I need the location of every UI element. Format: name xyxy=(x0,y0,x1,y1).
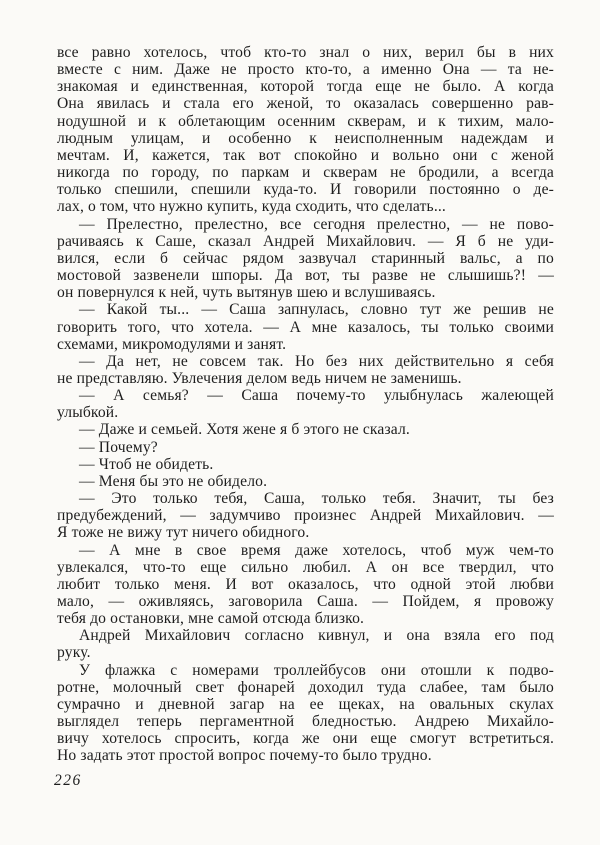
paragraph xyxy=(57,301,554,352)
text-line: мало, — оживляясь, заговорила Саша. — Пойдем, я провожу xyxy=(57,593,554,610)
paragraph xyxy=(57,490,554,541)
text-line: — Даже и семьей. Хотя жене я б этого не сказал. xyxy=(79,421,410,439)
text-line: он повернулся к ней, чуть вытянув шею и вслушиваясь. xyxy=(57,284,436,302)
text-line: людным улицам, и особенно к неисполненным надеждам и xyxy=(57,129,554,147)
paragraph xyxy=(57,627,554,661)
text-line: любит только меня. И вот оказалось, что одной этой любви xyxy=(57,575,554,593)
text-line: — А мне в свое время даже хотелось, чтоб муж чем-то xyxy=(79,541,554,559)
text-line: тебя до остановки, мне самой отсюда близко. xyxy=(57,610,365,628)
paragraph xyxy=(57,662,554,765)
text-line: улыбкой. xyxy=(57,404,119,422)
text-line: знакомая и единственная, которой тогда еще не было. А когда xyxy=(57,78,554,96)
paragraph xyxy=(57,456,554,473)
paragraph xyxy=(57,387,554,421)
text-line: — Чтоб не обидеть. xyxy=(79,455,214,473)
text-line: предубеждений, — задумчиво произнес Андрей Михайлович. — xyxy=(57,507,554,525)
paragraph xyxy=(57,44,554,216)
text-line: — А семья? — Саша почему-то улыбнулась жалеющей xyxy=(79,387,554,405)
text-line: вместе с ним. Даже не просто кто-то, а именно Она — та не- xyxy=(57,61,554,79)
text-line: Но задать этот простой вопрос почему-то было трудно. xyxy=(57,747,432,765)
paragraph xyxy=(57,439,554,456)
page-number: 226 xyxy=(54,772,82,789)
paragraph xyxy=(57,353,554,387)
text-line: Андрей Михайлович согласно кивнул, и она взяла его под xyxy=(79,627,554,645)
text-line: — Это только тебя, Саша, только тебя. Значит, ты без xyxy=(79,490,554,508)
paragraph xyxy=(57,473,554,490)
text-line: сумрачно и дневной загар на ее щеках, на овальных скулах xyxy=(57,695,554,713)
text-line: — Да нет, не совсем так. Но без них действительно я себя xyxy=(79,352,554,370)
text-line: — Меня бы это не обидело. xyxy=(79,472,268,490)
paragraph xyxy=(57,421,554,438)
text-line: У флажка с номерами троллейбусов они отошли к подво- xyxy=(79,661,554,679)
text-line: — Какой ты... — Саша запнулась, словно тут же решив не xyxy=(79,301,554,319)
text-line: выглядел теперь пергаментной бледностью. Андрею Михайло- xyxy=(57,713,554,731)
page-text-block xyxy=(57,44,554,765)
text-line: — Почему? xyxy=(79,438,158,456)
text-line: схемами, микромодулями и занят. xyxy=(57,335,287,353)
text-line: никогда по городу, по паркам и скверам не бродили, а всегда xyxy=(57,164,554,182)
paragraph xyxy=(57,216,554,302)
text-line: не представляю. Увлечения делом ведь ничем не заменишь. xyxy=(57,369,462,387)
text-line: только спешили, спешили куда-то. И говорили постоянно о де- xyxy=(57,181,554,199)
paragraph xyxy=(57,542,554,628)
text-line: увлекался, что-то еще сильно любил. А он все твердил, что xyxy=(57,558,554,576)
text-line: все равно хотелось, чтоб кто-то знал о них, верил бы в них xyxy=(57,44,554,61)
text-line: лах, о том, что нужно купить, куда сходить, что сделать... xyxy=(57,198,446,216)
text-line: руку. xyxy=(57,644,91,662)
text-line: Она явилась и стала его женой, то оказалась совершенно рав- xyxy=(57,95,554,113)
text-line: Я тоже не вижу тут ничего обидного. xyxy=(57,524,310,542)
text-line: мечтам. И, кажется, так вот спокойно и вольно они с женой xyxy=(57,146,554,164)
text-line: мостовой зазвенели шпоры. Да вот, ты разве не слышишь?! — xyxy=(57,267,554,285)
text-line: вичу хотелось спросить, когда же они еще смогут встретиться. xyxy=(57,730,554,748)
text-line: нодушной и к облетающим осенним скверам, и к тихим, мало- xyxy=(57,112,554,130)
text-line: рачиваясь к Саше, сказал Андрей Михайлович. — Я б не уди- xyxy=(57,232,554,250)
text-line: ротне, молочный свет фонарей доходил туда слабее, там было xyxy=(57,678,554,696)
text-line: — Прелестно, прелестно, все сегодня прелестно, — не пово- xyxy=(79,215,554,233)
text-line: вился, если б сейчас рядом зазвучал старинный вальс, а по xyxy=(57,249,554,267)
text-line: говорить того, что хотела. — А мне казалось, ты только своими xyxy=(57,318,554,336)
